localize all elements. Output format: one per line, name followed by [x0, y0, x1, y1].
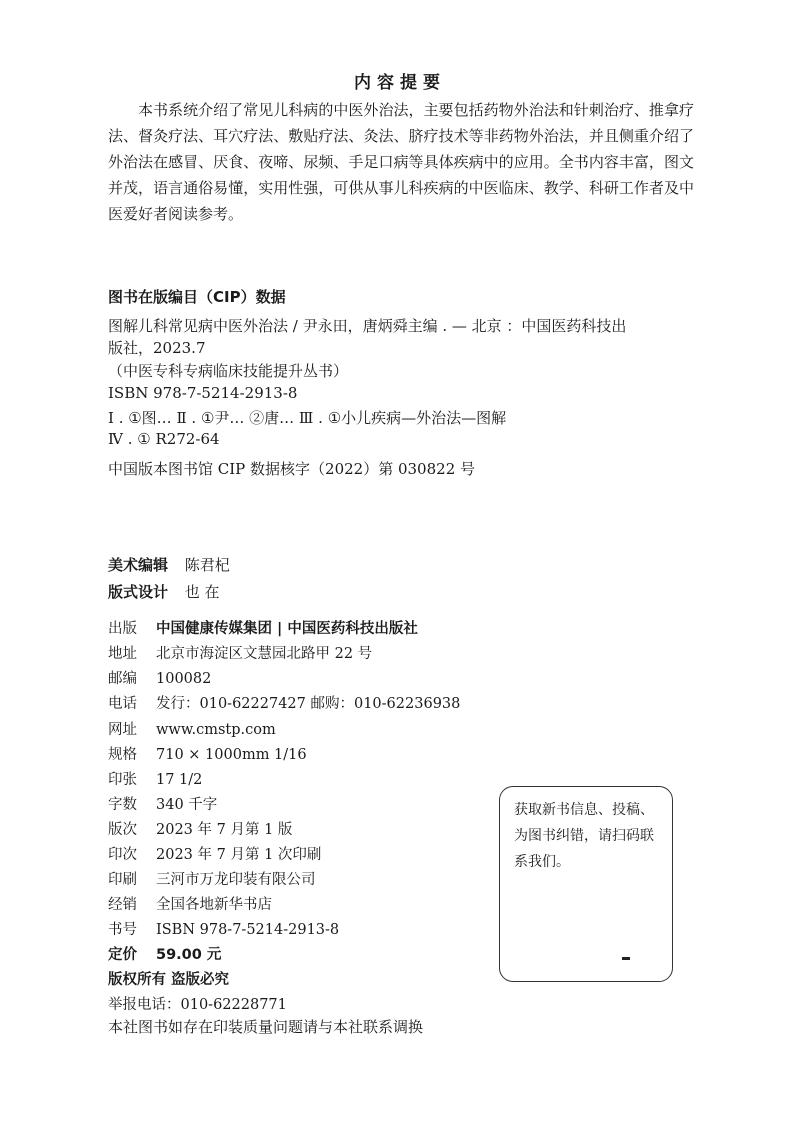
pub-row-postcode — [108, 667, 211, 688]
pub-value: ISBN 978-7-5214-2913-8 — [156, 922, 340, 938]
pub-value: 2023 年 7 月第 1 次印刷 — [156, 847, 322, 863]
qr-box-text: 获取新书信息、投稿、为图书纠错，请扫码联系我们。 — [514, 802, 654, 870]
cip-line-6: Ⅳ . ① R272-64 — [108, 430, 220, 448]
pub-value: 全国各地新华书店 — [156, 897, 272, 913]
pub-value: 100082 — [156, 671, 212, 687]
pub-key: 印张 — [108, 772, 137, 788]
pub-value: 中国健康传媒集团 | 中国医药科技出版社 — [156, 621, 418, 637]
pub-row-edition — [108, 818, 292, 839]
pub-key: 规格 — [108, 747, 137, 763]
pub-value: 三河市万龙印装有限公司 — [156, 872, 316, 888]
pub-key: 字数 — [108, 797, 137, 813]
cip-line-5: Ⅰ . ①图… Ⅱ . ①尹… ②唐… Ⅲ . ①小儿疾病—外治法—图解 — [108, 409, 507, 427]
pub-key: 网址 — [108, 722, 137, 738]
cip-heading: 图书在版编目（CIP）数据 — [108, 288, 286, 306]
pub-value: 北京市海淀区文慧园北路甲 22 号 — [156, 646, 373, 662]
cip-line-2: 版社，2023.7 — [108, 339, 206, 357]
qr-mark — [622, 957, 630, 960]
pub-row-isbn — [108, 918, 339, 939]
pub-row-distributor — [108, 893, 272, 914]
credit-art-editor — [108, 554, 230, 575]
cip-line-7: 中国版本图书馆 CIP 数据核字（2022）第 030822 号 — [108, 460, 476, 478]
pub-row-word-count — [108, 793, 217, 814]
report-hotline: 举报电话：010-62228771 — [108, 997, 287, 1013]
pub-value: www.cmstp.com — [156, 722, 276, 738]
pub-row-printing — [108, 843, 321, 864]
pub-row-price — [108, 943, 221, 964]
pub-row-address — [108, 642, 372, 663]
pub-key: 邮编 — [108, 671, 137, 687]
pub-value: 2023 年 7 月第 1 版 — [156, 822, 293, 838]
pub-key: 经销 — [108, 897, 137, 913]
pub-row-publisher — [108, 617, 418, 638]
pub-key: 地址 — [108, 646, 137, 662]
copyright-notice: 版权所有 盗版必究 — [108, 972, 230, 988]
pub-key: 书号 — [108, 922, 137, 938]
cip-line-4: ISBN 978-7-5214-2913-8 — [108, 384, 298, 402]
cip-line-3: （中医专科专病临床技能提升丛书） — [108, 362, 349, 380]
pub-row-sheets — [108, 768, 202, 789]
pub-key: 电话 — [108, 696, 137, 712]
pub-key: 定价 — [108, 947, 137, 963]
summary-body — [108, 97, 694, 227]
credit-label: 版式设计 — [108, 583, 169, 601]
credit-label: 美术编辑 — [108, 556, 169, 574]
pub-row-website — [108, 718, 276, 739]
pub-key: 印次 — [108, 847, 137, 863]
cip-line-1: 图解儿科常见病中医外治法 / 尹永田，唐炳舜主编 . — 北京 ：中国医药科技出 — [108, 317, 627, 335]
credit-value: 也 在 — [184, 583, 220, 601]
qr-code-box — [499, 786, 673, 982]
pub-key: 出版 — [108, 621, 137, 637]
quality-notice: 本社图书如存在印装质量问题请与本社联系调换 — [108, 1018, 424, 1036]
pub-value: 发行：010-62227427 邮购：010-62236938 — [156, 696, 461, 712]
pub-value: 17 1/2 — [156, 772, 203, 788]
pub-row-format — [108, 743, 307, 764]
pub-row-printer — [108, 868, 316, 889]
pub-row-phone — [108, 692, 460, 713]
credit-value: 陈君杞 — [184, 556, 230, 574]
credit-layout-design — [108, 581, 220, 602]
pub-value: 710 × 1000mm 1/16 — [156, 747, 307, 763]
summary-paragraph: 本书系统介绍了常见儿科病的中医外治法，主要包括药物外治法和针刺治疗、推拿疗法、督灸疗法、耳穴疗法、敷贴疗法、灸法、脐疗技术等非药物外治法，并且侧重介绍了外治法在感冒、厌食、夜啼、尿频、手足口病等具体疾病中的应用。全书内容丰富，图文并茂，语言通俗易懂，实用性强，可供从事儿科疾病的中医临床、教学、科研工作者及中医爱好者阅读参考。 — [108, 101, 694, 223]
summary-title: 内容提要 — [354, 73, 446, 93]
pub-value: 59.00 元 — [156, 947, 222, 963]
pub-value: 340 千字 — [156, 797, 218, 813]
pub-key: 版次 — [108, 822, 137, 838]
pub-key: 印刷 — [108, 872, 137, 888]
